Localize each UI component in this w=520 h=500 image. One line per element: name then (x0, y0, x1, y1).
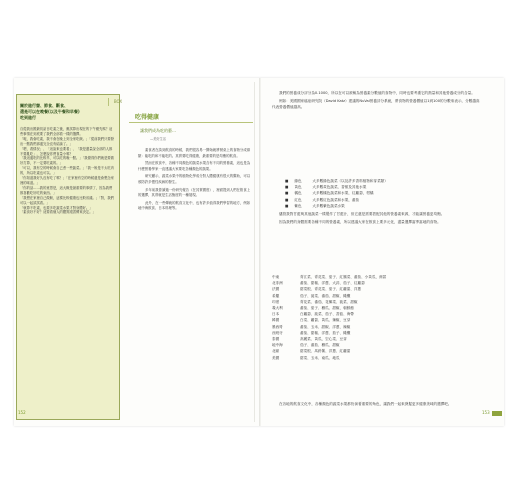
cuisine-foods: 番茄、甜椒、洋蔥、大蒜、茄子、紅蘿蔔 (300, 281, 365, 286)
cuisine-name: 墨西哥 (272, 324, 283, 329)
color-name: 橘色 (294, 191, 302, 196)
box-paragraph: 「我想在家裡自己做飯，這樣比較健康也比較省錢。」「對，我們可以一起試試看。」 (20, 195, 114, 205)
color-name: 紫色 (294, 203, 302, 208)
cuisine-foods: 甜菜根、馬鈴薯、洋蔥、紅蘿蔔 (300, 349, 351, 354)
color-desc: 大多數紫色蔬菜水果 (312, 203, 345, 208)
page-fold (254, 82, 255, 422)
right-intro-text (272, 90, 482, 113)
right-end-text (272, 401, 482, 407)
color-desc: 大多數黃色蔬菜，香蕉及其他水果 (312, 185, 367, 190)
left-body-text (138, 148, 252, 214)
body-paragraph: 我們的營養成分評分為0.1000，所以在可以被稱為營養素分數值的食物中，同時也要考慮它的熱量和其他營養成分的含量。 (279, 91, 475, 95)
cuisine-name: 美國 (272, 355, 280, 360)
bullet-icon: ■ (285, 179, 289, 183)
cuisine-name: 法國 (272, 287, 280, 292)
bullet-icon: ■ (285, 185, 289, 190)
food-table (272, 274, 482, 361)
body-paragraph: 儘管我對甘藍與其他蔬菜一樣製作了甘藍汁，但它還是需要搭配其他的營養素來源，才能讓營養更均衡。 (279, 212, 445, 216)
cuisine-foods: 番茄、玉米、甜椒、洋蔥、辣椒 (300, 324, 351, 329)
box-paragraph: 「你的話……我的意思是，這大概是最重要的事情了，因為我們都喜歡吃好吃的東西。」 (20, 185, 113, 195)
color-list-item (285, 203, 475, 209)
page-number-bar (492, 411, 502, 416)
section-title: 讓我們成為吃的藝… (140, 128, 176, 133)
cuisine-foods: 茄子、菠菜、番茄、甜椒、橄欖 (300, 293, 351, 298)
cuisine-name: 北非洲 (272, 281, 283, 286)
bullet-icon: ■ (285, 197, 289, 202)
box-body (20, 127, 114, 215)
cuisine-name: 西班牙 (272, 330, 283, 335)
cuisine-foods: 白蘿蔔、菠菜、茄子、香菇、海帶 (300, 312, 354, 317)
cuisine-foods: 番茄、甜椒、洋蔥、茄子、橄欖 (300, 330, 351, 335)
cuisine-name: 義大利 (272, 306, 283, 311)
body-paragraph: 素食者在談到飲食的時候，我們很容易一開始就將餐桌上的食物分成兩類：能吃的和不能吃的。其實要吃得健康，最重要的是均衡的飲食。 (138, 148, 251, 158)
cuisine-foods: 白菜、蘿蔔、黃瓜、辣椒、豆芽 (300, 318, 351, 323)
body-paragraph: 此外，在一些傳統的飲食文化中，也有許多值得我們學習的地方，例如地中海飲食、日本料理等。 (138, 200, 251, 211)
color-name: 紅色 (294, 197, 302, 202)
cuisine-foods: 甜菜、玉米、南瓜、地瓜 (300, 355, 340, 360)
cuisine-foods: 甜菜根、青花菜、茄子、紅蘿蔔、洋蔥 (300, 287, 362, 292)
cuisine-name: 泰國 (272, 337, 280, 342)
box-title: 關於進行齋、節食、斷食、 還是可以在晚餐(以及午餐和早餐) 吃到進行 (20, 103, 80, 120)
box-paragraph: 「就算不吃素，也要多吃蔬菜水果才對身體好。」 (20, 205, 93, 210)
page-number-right-label: 153 (482, 410, 490, 415)
color-name: 綠色 (294, 179, 302, 183)
cuisine-name: 地中海 (272, 343, 283, 348)
color-name: 黃色 (294, 185, 302, 190)
box-paragraph: 「嗯，看情況」、「這說來也要看」、「我是盡量說全部的人都不要亂吃」，怎麼說你們食量小嗎？ (20, 146, 113, 156)
cuisine-foods: 青江菜、青花菜、茄子、紅鳳菜、番茄、小黃瓜、茼蒿 (300, 275, 387, 279)
color-desc: 大多數綠色蔬菜（以及許多香料植物和芽菜類） (312, 179, 388, 183)
section-subtitle: —美好生活 (150, 137, 166, 141)
cuisine-name: 韓國 (272, 318, 280, 323)
body-paragraph: 研究顯示，蔬菜水果中的植物化學成分對人體健康有很大的幫助，可以預防許多慢性疾病的發生。 (138, 174, 251, 184)
box-paragraph: 「呃，我會吃素，我不會在晚上到全家吃飯。」「從前我們只要發出一點我們那邊完全沒有結論了。」 (20, 136, 114, 146)
chapter-title: 吃得健康 (135, 114, 160, 121)
page-number-right (482, 410, 502, 416)
page-number-left: 152 (18, 410, 26, 415)
box-paragraph: 自從我出國最初訪日吃素之後，應試算出現在的下午應先嗎？這些事情在到底要了我們全部看一樣的選擇。 (20, 127, 113, 136)
box-paragraph: 「你知道我好久沒有吃了嗎？」「在家裡有空的時候還是會想念家裡的味道。」 (20, 176, 114, 185)
right-mid-text (272, 211, 482, 227)
book-gutter (259, 78, 261, 426)
cuisine-name: 印度 (272, 299, 280, 304)
box-paragraph: 「素食好不好？這要看個人的體質跟習慣來決定。」 (20, 210, 96, 215)
box-paragraph: 「可以，我有空的時候會自己煮一些蔬菜。」「我一般是不太吃肉的，所以吃素也可以。」 (20, 166, 114, 176)
color-desc: 大多數紅色蔬菜和水果，番茄 (312, 197, 360, 202)
food-table-row (272, 355, 482, 361)
cuisine-name: 中東 (272, 275, 280, 279)
bullet-icon: ■ (285, 191, 289, 196)
cuisine-foods: 青花菜、番茄、花椰菜、菠菜、甜椒 (300, 299, 358, 304)
body-paragraph: 然而在飲食中，各種不同顏色的蔬菜水果含有不同的營養素，這也是為什麼營養學家一直建議大家要吃各種顏色的蔬果。 (138, 161, 251, 171)
box-paragraph: 「我這邊吃的比較早，可以吃的晚一點。」「我覺得你們就是要做好打算，不一定要吃素的。」 (20, 156, 114, 166)
body-paragraph: 因為我們的身體需要各種不同的營養素，所以建議大家在飲食上要多元化，盡量選擇當季當地的食物。 (279, 220, 441, 225)
end-paragraph: 在各地的飲食文化中，各種顏色的蔬菜水果都扮演著重要的角色，讓我們一起來發掘更多健康美味的選擇吧。 (279, 402, 452, 406)
chapter-rule (129, 122, 253, 123)
cuisine-name: 北歐 (272, 349, 280, 354)
body-paragraph: 例如：美國國家癌症研究院（David Katz）建議的NuVal營養評分系統，將食物的營養價值以1到100的分數來表示，分數越高代表營養價值越高。 (272, 99, 480, 110)
cuisine-name: 日本 (272, 312, 280, 317)
bullet-icon: ■ (285, 203, 289, 208)
cuisine-name: 希臘 (272, 293, 280, 298)
box-tab-label: BOX (108, 98, 127, 106)
color-desc: 大多數橘色蔬菜和水果，紅蘿蔔，柑橘 (312, 191, 374, 196)
cuisine-foods: 茄子、番茄、櫛瓜、甜椒 (300, 343, 340, 348)
cuisine-foods: 高麗菜、黃瓜、空心菜、豆芽 (300, 337, 347, 342)
body-paragraph: 多年前我曾讀過一份研究報告《在其實國度》，裡面提到人們在飲食上的選擇，其實就是生活態度的一種展現。 (138, 187, 251, 198)
cuisine-foods: 番茄、茄子、櫛瓜、甜椒、朝鮮薊 (300, 306, 354, 311)
color-list (285, 178, 475, 209)
